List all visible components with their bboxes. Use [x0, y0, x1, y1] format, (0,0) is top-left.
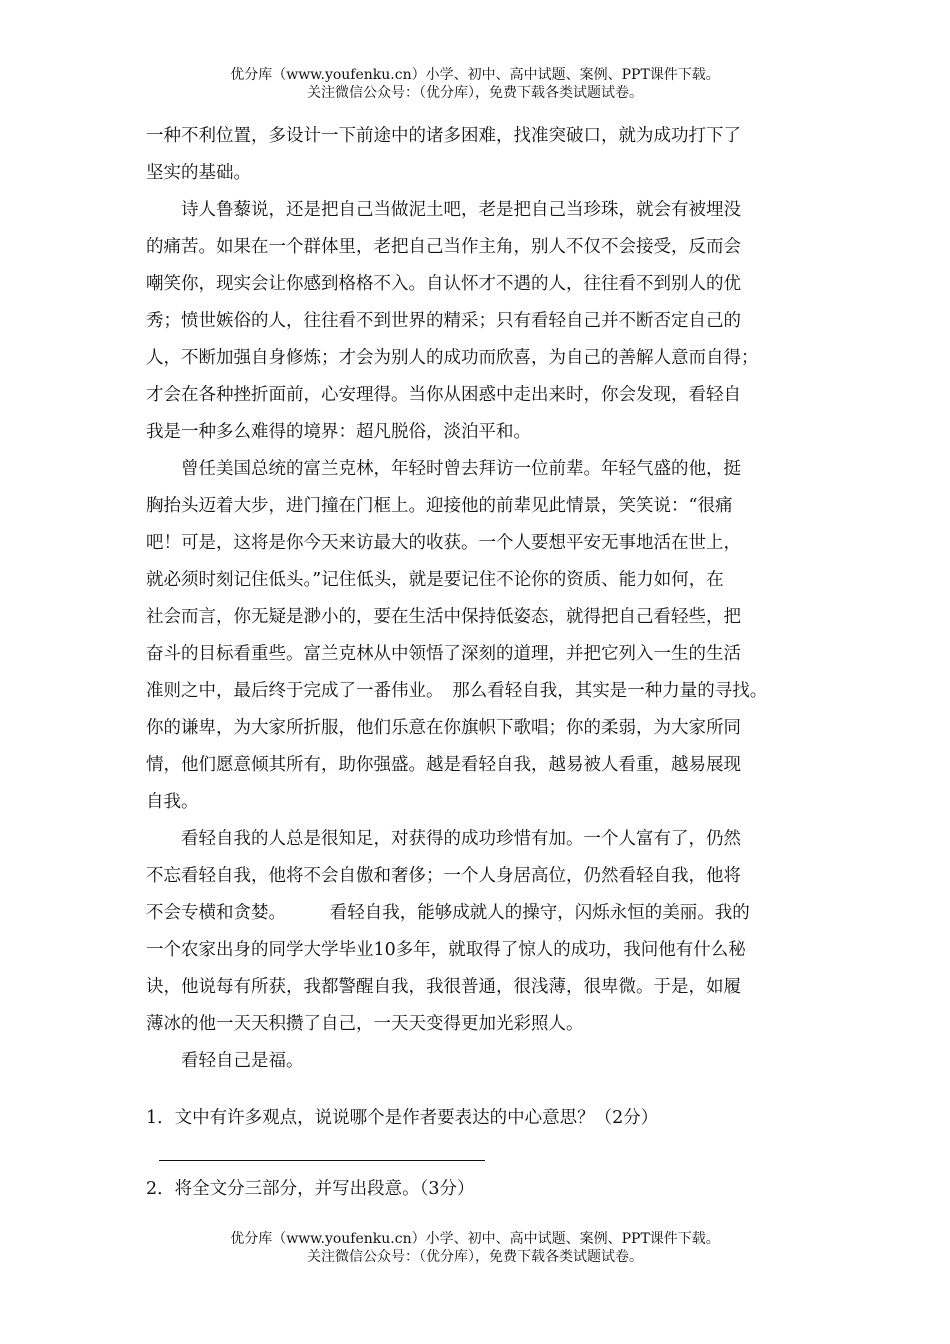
body-line: 我是一种多么难得的境界：超凡脱俗，淡泊平和。 — [146, 422, 531, 442]
footer-line-2: 关注微信公众号：（优分库），免费下载各类试题试卷。 — [307, 1249, 643, 1265]
body-line: 薄冰的他一天天积攒了自己，一天天变得更加光彩照人。 — [146, 1014, 584, 1034]
body-line: 吧！可是，这将是你今天来访最大的收获。一个人要想平安无事地活在世上， — [146, 533, 741, 553]
body-line: 曾任美国总统的富兰克林，年轻时曾去拜访一位前辈。年轻气盛的他，挺 — [146, 459, 741, 479]
question-1: 1．文中有许多观点，说说哪个是作者要表达的中心意思？（2分） — [146, 1108, 659, 1128]
body-line: 不会专横和贪婪。 看轻自我，能够成就人的操守，闪烁永恒的美丽。我的 — [146, 903, 750, 923]
header-line-1: 优分库（www.youfenku.cn）小学、初中、高中试题、案例、PPT课件下载。 — [230, 67, 720, 83]
header-line-2: 关注微信公众号：（优分库），免费下载各类试题试卷。 — [307, 85, 643, 101]
question-2: 2．将全文分三部分，并写出段意。（3分） — [146, 1179, 475, 1199]
body-line: 的痛苦。如果在一个群体里，老把自己当作主角，别人不仅不会接受，反而会 — [146, 237, 741, 257]
page-header — [0, 66, 950, 102]
body-line: 你的谦卑，为大家所折服，他们乐意在你旗帜下歌唱；你的柔弱，为大家所同 — [146, 718, 741, 738]
body-line: 一种不利位置，多设计一下前途中的诸多困难，找准突破口，就为成功打下了 — [146, 126, 741, 146]
body-line: 胸抬头迈着大步，进门撞在门框上。迎接他的前辈见此情景，笑笑说：“很痛 — [146, 496, 733, 516]
body-line: 奋斗的目标看重些。富兰克林从中领悟了深刻的道理，并把它列入一生的生活 — [146, 644, 741, 664]
body-line: 就必须时刻记住低头。”记住低头，就是要记住不论你的资质、能力如何，在 — [146, 570, 724, 590]
article-body — [146, 118, 836, 1080]
body-line: 才会在各种挫折面前，心安理得。当你从困惑中走出来时，你会发现，看轻自 — [146, 385, 741, 405]
body-line: 坚实的基础。 — [146, 163, 251, 183]
footer-line-1: 优分库（www.youfenku.cn）小学、初中、高中试题、案例、PPT课件下载。 — [230, 1231, 720, 1247]
body-line: 诗人鲁藜说，还是把自己当做泥土吧，老是把自己当珍珠，就会有被埋没 — [146, 200, 741, 220]
body-line: 秀；愤世嫉俗的人，往往看不到世界的精采；只有看轻自己并不断否定自己的 — [146, 311, 741, 331]
answer-blank-line[interactable] — [159, 1160, 485, 1161]
body-line: 诀，他说每有所获，我都警醒自我，我很普通，很浅薄，很卑微。于是，如履 — [146, 977, 741, 997]
body-line: 嘲笑你，现实会让你感到格格不入。自认怀才不遇的人，往往看不到别人的优 — [146, 274, 741, 294]
body-line: 一个农家出身的同学大学毕业10多年，就取得了惊人的成功，我问他有什么秘 — [146, 940, 746, 960]
body-line: 自我。 — [146, 792, 199, 812]
body-line: 看轻自我的人总是很知足，对获得的成功珍惜有加。一个人富有了，仍然 — [146, 829, 741, 849]
body-line: 看轻自己是福。 — [146, 1051, 304, 1071]
body-line: 社会而言，你无疑是渺小的，要在生活中保持低姿态，就得把自己看轻些，把 — [146, 607, 741, 627]
body-line: 情，他们愿意倾其所有，助你强盛。越是看轻自我，越易被人看重，越易展现 — [146, 755, 741, 775]
body-line: 人，不断加强自身修炼；才会为别人的成功而欣喜，为自己的善解人意而自得； — [146, 348, 759, 368]
body-line: 准则之中，最后终于完成了一番伟业。 那么看轻自我，其实是一种力量的寻找。 — [146, 681, 768, 701]
body-line: 不忘看轻自我，他将不会自傲和奢侈；一个人身居高位，仍然看轻自我，他将 — [146, 866, 741, 886]
page-footer — [0, 1230, 950, 1266]
